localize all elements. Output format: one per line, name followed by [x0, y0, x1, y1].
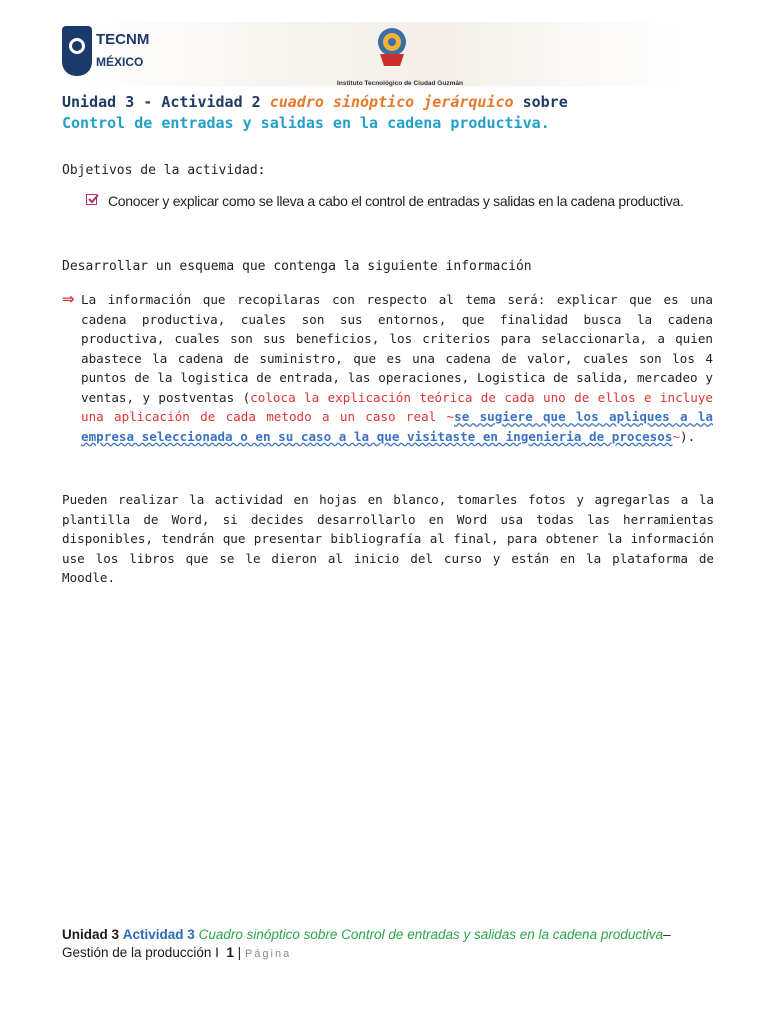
footer-unit: Unidad 3 [62, 927, 120, 942]
page-header [62, 18, 708, 90]
document-title [62, 92, 712, 134]
title-part1: Unidad 3 - Actividad 2 [62, 93, 270, 111]
tecnm-logo-sub: MÉXICO [96, 55, 144, 69]
bullet-text-red: coloca la explicación teórica de cada uno de ellos e incluye una aplicación de cada metodo a un caso real ~ [81, 389, 713, 424]
footer-page-label: Página [244, 948, 292, 960]
footer-page-number: 1 [226, 945, 234, 960]
bullet-text [81, 290, 713, 446]
tecnm-shield-icon [62, 26, 92, 76]
tecnm-logo [62, 26, 172, 82]
tecnm-logo-text: TECNM [96, 31, 150, 48]
body-paragraph: Pueden realizar la actividad en hojas en blanco, tomarles fotos y agregarlas a la plantilla de Word, si decides desarrollarlo en Word usa todas las herramientas disponibles, tendrán que presentar bibliografía al final, para obtener la información use los libros que se le dieron al inicio del curso y están en la plataforma de Moodle. [62, 492, 714, 585]
itcg-logo-icon [372, 24, 412, 72]
page-footer [62, 926, 712, 964]
footer-line1 [62, 926, 712, 943]
title-part2: cuadro sinóptico jerárquico [269, 93, 514, 111]
footer-line2 [62, 943, 712, 964]
institute-name: Instituto Tecnológico de Ciudad Guzmán [337, 80, 463, 87]
bullet-text-close: ). [680, 428, 696, 444]
bullet-text-main: La información que recopilaras con respecto al tema será: explicar que es una cadena productiva, cuales son sus entornos, que finalidad busca la cadena productiva, cuales son sus beneficios, los criterios para selaccionarla, a quien abastece la cadena de suministro, que es una cadena de valor, cuales son los 4 puntos de la logistica de entrada, las operaciones, Logistica de salida, mercadeo y ventas, y postventas ( [81, 292, 713, 405]
instruction-text: Desarrollar un esquema que contenga la siguiente información [62, 259, 532, 274]
double-arrow-icon: ⇒ [62, 290, 75, 308]
footer-separator: | [237, 945, 242, 960]
footer-description: Cuadro sinóptico sobre Control de entradas y salidas en la cadena productiva [198, 927, 664, 942]
footer-activity: Actividad 3 [122, 927, 195, 942]
title-line2: Control de entradas y salidas en la cadena productiva. [62, 114, 550, 132]
objectives-heading: Objetivos de la actividad: [62, 163, 266, 178]
bullet-text-red-end: ~ [672, 428, 680, 444]
footer-course: Gestión de la producción I [62, 945, 219, 960]
title-part3: sobre [513, 93, 568, 111]
bullet-text-blue: se sugiere que los apliques a la empresa seleccionada o en su caso a la que visitaste en ingenieria de procesos [81, 409, 713, 444]
objective-text: Conocer y explicar como se lleva a cabo el control de entradas y salidas en la cadena productiva. [108, 193, 684, 209]
footer-dash: – [663, 927, 671, 942]
checkbox-checked-icon [86, 194, 97, 205]
